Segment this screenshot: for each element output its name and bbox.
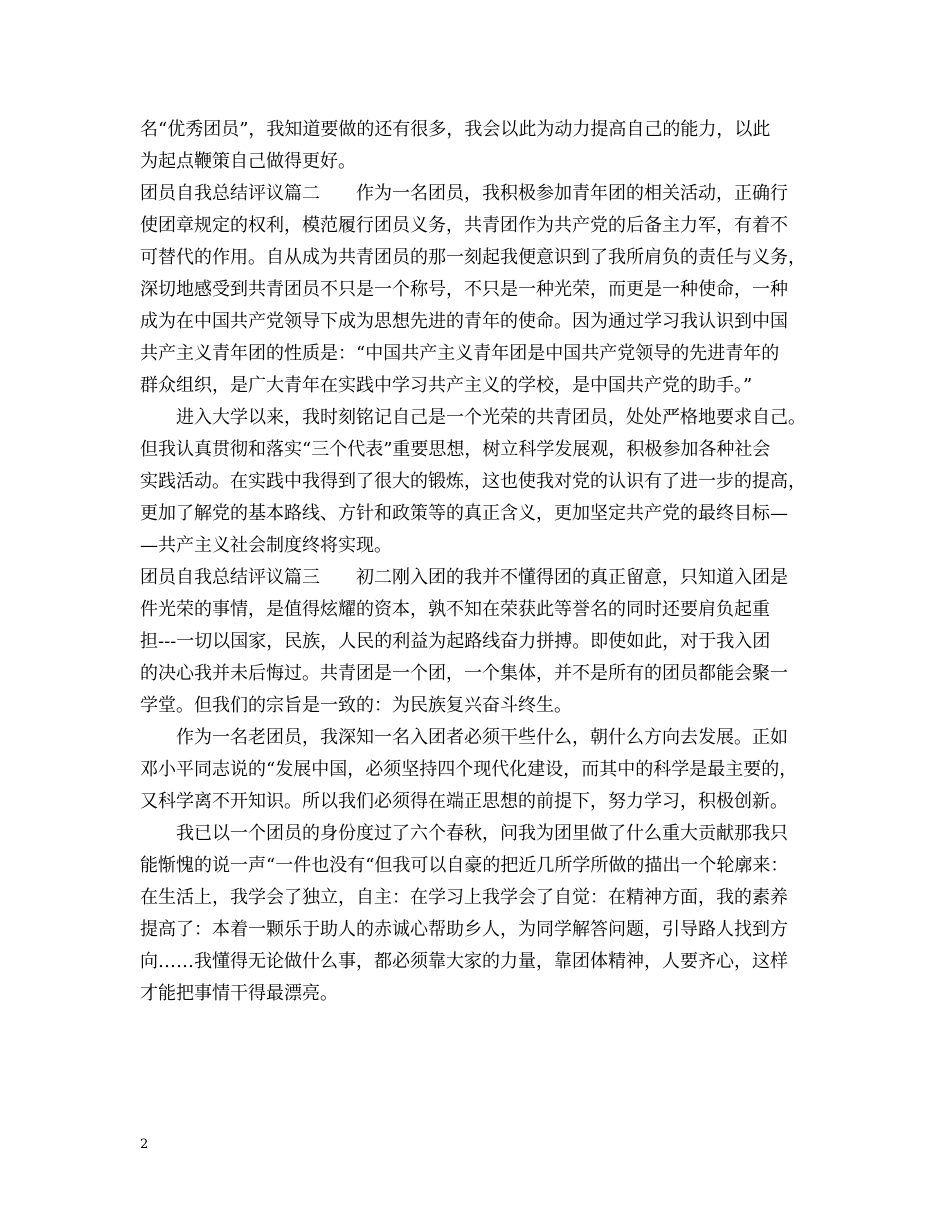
text-line-23: 我已以一个团员的身份度过了六个春秋，问我为团里做了什么重大贡献那我只 bbox=[140, 823, 788, 844]
text-line-17: 担---一切以国家，民族，人民的利益为起路线奋力拼搏。即使如此，对于我入团 bbox=[140, 631, 771, 652]
text-line-19: 学堂。但我们的宗旨是一致的：为民族复兴奋斗终生。 bbox=[140, 695, 572, 716]
text-line-10: 进入大学以来，我时刻铭记自己是一个光荣的共青团员，处处严格地要求自己。 bbox=[140, 407, 806, 428]
text-line-6: 深切地感受到共青团员不只是一个称号，不只是一种光荣，而更是一种使命，一种 bbox=[140, 279, 788, 300]
text-line-25: 在生活上，我学会了独立，自主：在学习上我学会了自觉：在精神方面，我的素养 bbox=[140, 887, 788, 908]
text-line-12: 实践活动。在实践中我得到了很大的锻炼，这也使我对党的认识有了进一步的提高， bbox=[140, 471, 806, 492]
text-line-8: 共产主义青年团的性质是：“中国共产主义青年团是中国共产党领导的先进青年的 bbox=[140, 343, 780, 364]
section-heading-line: 团员自我总结评议篇三 初二刚入团的我并不懂得团的真正留意，只知道入团是 bbox=[140, 567, 788, 588]
text-line-14: —共产主义社会制度终将实现。 bbox=[140, 535, 392, 556]
text-line-21: 邓小平同志说的“发展中国，必须坚持四个现代化建设，而其中的科学是最主要的， bbox=[140, 759, 798, 780]
text-line-27: 向……我懂得无论做什么事，都必须靠大家的力量，靠团体精神，人要齐心，这样 bbox=[140, 951, 788, 972]
text-line-1: 名“优秀团员”，我知道要做的还有很多，我会以此为动力提高自己的能力，以此 bbox=[140, 119, 771, 140]
text-line-4: 使团章规定的权利，模范履行团员义务，共青团作为共产党的后备主力军，有着不 bbox=[140, 215, 788, 236]
text-line-5: 可替代的作用。自从成为共青团员的那一刻起我便意识到了我所肩负的责任与义务， bbox=[140, 247, 806, 268]
text-line-22: 又科学离不开知识。所以我们必须得在端正思想的前提下，努力学习，积极创新。 bbox=[140, 791, 788, 812]
page-number: 2 bbox=[140, 1137, 149, 1152]
section-heading-line: 团员自我总结评议篇二 作为一名团员，我积极参加青年团的相关活动，正确行 bbox=[140, 183, 788, 204]
text-line-16: 件光荣的事情，是值得炫耀的资本，孰不知在荣获此等誉名的同时还要肩负起重 bbox=[140, 599, 770, 620]
text-line-24: 能惭愧的说一声“一件也没有“但我可以自豪的把近几所学所做的描出一个轮廓来： bbox=[140, 855, 789, 876]
document-body bbox=[140, 114, 822, 1010]
text-line-11: 但我认真贯彻和落实“三个代表”重要思想，树立科学发展观，积极参加各种社会 bbox=[140, 439, 771, 460]
text-line-28: 才能把事情干得最漂亮。 bbox=[140, 983, 338, 1004]
text-line-2: 为起点鞭策自己做得更好。 bbox=[140, 151, 356, 172]
text-line-7: 成为在中国共产党领导下成为思想先进的青年的使命。因为通过学习我认识到中国 bbox=[140, 311, 788, 332]
text-line-20: 作为一名老团员，我深知一名入团者必须干些什么，朝什么方向去发展。正如 bbox=[140, 727, 788, 748]
text-line-13: 更加了解党的基本路线、方针和政策等的真正含义，更加坚定共产党的最终目标— bbox=[140, 503, 788, 524]
text-line-26: 提高了：本着一颗乐于助人的赤诚心帮助乡人，为同学解答问题，引导路人找到方 bbox=[140, 919, 788, 940]
text-line-18: 的决心我并未后悔过。共青团是一个团，一个集体，并不是所有的团员都能会聚一 bbox=[140, 663, 788, 684]
text-line-9: 群众组织，是广大青年在实践中学习共产主义的学校，是中国共产党的助手。” bbox=[140, 375, 753, 396]
